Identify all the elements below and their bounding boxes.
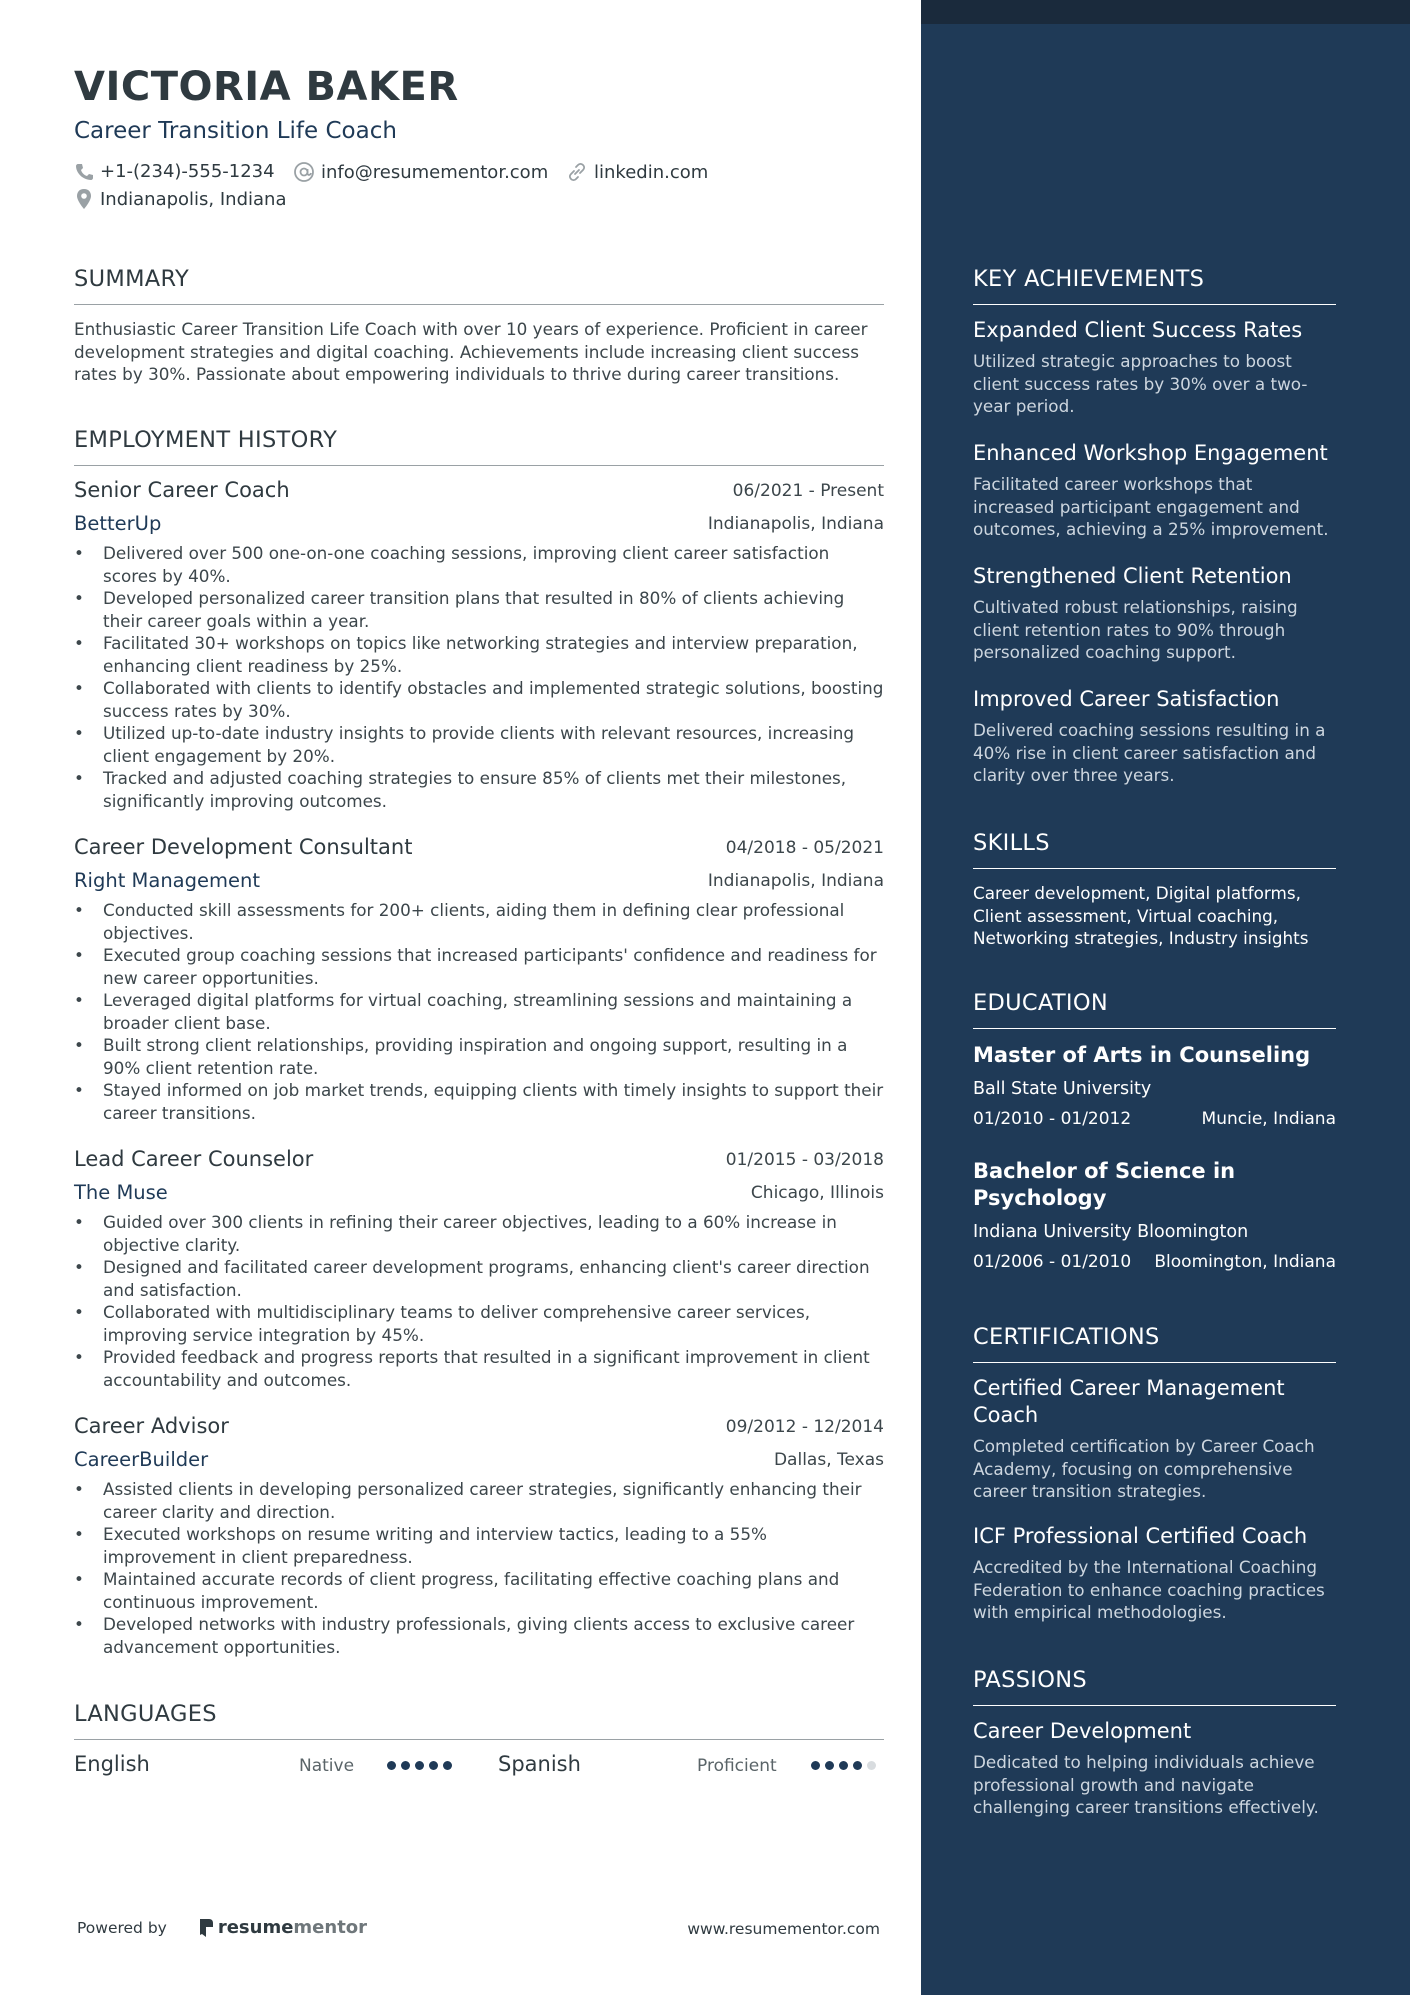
sidebar-top-band: [921, 0, 1410, 24]
job-bullet: • Executed group coaching sessions that increased participants' confidence and readiness for new career opportunities.: [74, 944, 884, 989]
education-item: [973, 1042, 1336, 1133]
education-degree: Master of Arts in Counseling: [973, 1043, 1311, 1067]
footer-powered-by: [77, 1917, 367, 1938]
phone-icon: [74, 162, 94, 182]
skills-text: Career development, Digital platforms, Client assessment, Virtual coaching, Networking strategies, Industry insights: [973, 883, 1309, 948]
job-dates: 01/2015 - 03/2018: [725, 1150, 884, 1170]
certification-title: ICF Professional Certified Coach: [973, 1524, 1308, 1548]
education-item: [973, 1158, 1336, 1276]
logo-text-resume: resume: [217, 1917, 294, 1938]
job-bullet: • Designed and facilitated career development programs, enhancing client's career direction and satisfaction.: [74, 1256, 884, 1301]
rating-dot: [811, 1761, 820, 1770]
language-name: English: [74, 1752, 150, 1776]
achievement-desc: Cultivated robust relationships, raising client retention rates to 90% through personalized coaching support.: [973, 597, 1298, 662]
passion-desc: Dedicated to helping individuals achieve professional growth and navigate challenging career transitions effectively.: [973, 1752, 1319, 1817]
job-dates: 04/2018 - 05/2021: [725, 838, 884, 858]
achievement-item: [973, 563, 1336, 664]
job-bullets: [74, 542, 884, 812]
languages-heading: LANGUAGES: [74, 1701, 884, 1740]
rating-dot: [387, 1761, 396, 1770]
job-bullet: • Executed workshops on resume writing and interview tactics, leading to a 55% improvement in client preparedness.: [74, 1523, 884, 1568]
job-bullet: • Facilitated 30+ workshops on topics like networking strategies and interview preparation, enhancing client readiness by 25%.: [74, 632, 884, 677]
location-text: Indianapolis, Indiana: [100, 188, 287, 210]
job-location: Dallas, Texas: [773, 1450, 884, 1470]
logo-text-mentor: mentor: [293, 1917, 368, 1938]
link-icon: [566, 161, 588, 183]
language-rating: [387, 1761, 452, 1770]
job-bullet: • Maintained accurate records of client progress, facilitating effective coaching plans and continuous improvement.: [74, 1568, 884, 1613]
skills-heading: SKILLS: [973, 830, 1336, 869]
rating-dot: [839, 1761, 848, 1770]
job-bullets: [74, 899, 884, 1124]
certification-item: [973, 1523, 1336, 1624]
contact-phone: [74, 161, 275, 182]
phone-text: +1-(234)-555-1234: [100, 161, 275, 182]
languages-list: [74, 1752, 884, 1782]
contact-email: [293, 161, 548, 183]
job-bullet: • Developed personalized career transition plans that resulted in 80% of clients achieving their career goals within a year.: [74, 587, 884, 632]
candidate-name: VICTORIA BAKER: [74, 64, 459, 110]
certification-item: [973, 1375, 1336, 1503]
email-link[interactable]: info@resumementor.com: [321, 161, 549, 183]
rating-dot: [867, 1761, 876, 1770]
job-company: BetterUp: [74, 512, 162, 535]
contact-linkedin: [566, 161, 708, 183]
summary-heading: SUMMARY: [74, 266, 884, 305]
job-bullets: [74, 1211, 884, 1391]
job-company: CareerBuilder: [74, 1448, 209, 1471]
job-dates: 09/2012 - 12/2014: [725, 1417, 884, 1437]
passion-item: [973, 1718, 1336, 1819]
job-entry: [74, 478, 884, 812]
job-entry: [74, 835, 884, 1124]
job-bullets: [74, 1478, 884, 1658]
logo-mark-icon: [197, 1918, 215, 1938]
job-location: Chicago, Illinois: [750, 1183, 884, 1203]
job-location: Indianapolis, Indiana: [707, 871, 884, 891]
job-bullet: • Tracked and adjusted coaching strategies to ensure 85% of clients met their milestones, significantly improving outcomes.: [74, 767, 884, 812]
passions-heading: PASSIONS: [973, 1667, 1336, 1706]
certifications-heading: CERTIFICATIONS: [973, 1324, 1336, 1363]
job-dates: 06/2021 - Present: [732, 481, 884, 501]
language-rating: [811, 1761, 876, 1770]
job-bullet: • Collaborated with clients to identify obstacles and implemented strategic solutions, boosting success rates by 30%.: [74, 677, 884, 722]
language-level: Native: [299, 1756, 355, 1776]
job-bullet: • Provided feedback and progress reports that resulted in a significant improvement in client accountability and outcomes.: [74, 1346, 884, 1391]
resumementor-logo[interactable]: [197, 1917, 367, 1938]
rating-dot: [853, 1761, 862, 1770]
job-bullet: • Collaborated with multidisciplinary teams to deliver comprehensive career services, improving service integration by 45%.: [74, 1301, 884, 1346]
job-bullet: • Conducted skill assessments for 200+ clients, aiding them in defining clear professional objectives.: [74, 899, 884, 944]
job-location: Indianapolis, Indiana: [707, 514, 884, 534]
job-bullet: • Delivered over 500 one-on-one coaching sessions, improving client career satisfaction scores by 40%.: [74, 542, 884, 587]
achievement-desc: Facilitated career workshops that increased participant engagement and outcomes, achieving a 25% improvement.: [973, 474, 1329, 539]
achievement-item: [973, 440, 1336, 541]
job-bullet: • Assisted clients in developing personalized career strategies, significantly enhancing their career clarity and direction.: [74, 1478, 884, 1523]
education-school: Indiana University Bloomington: [973, 1222, 1249, 1242]
candidate-title: Career Transition Life Coach: [74, 118, 397, 144]
passion-title: Career Development: [973, 1719, 1192, 1743]
education-location: Bloomington, Indiana: [1154, 1252, 1336, 1272]
job-company: The Muse: [74, 1181, 168, 1204]
rating-dot: [401, 1761, 410, 1770]
achievement-item: [973, 317, 1336, 418]
job-bullet: • Utilized up-to-date industry insights to provide clients with relevant resources, increasing client engagement by 20%.: [74, 722, 884, 767]
achievements-heading: KEY ACHIEVEMENTS: [973, 266, 1336, 305]
job-entry: [74, 1147, 884, 1391]
summary-text: Enthusiastic Career Transition Life Coach with over 10 years of experience. Proficient in career development strategies and digital coaching. Achievements include increasing client success rates by 30%. Passionate about empowering individuals to thrive during career transitions.: [74, 319, 868, 385]
rating-dot: [415, 1761, 424, 1770]
certification-title: Certified Career Management Coach: [973, 1376, 1285, 1427]
certification-desc: Completed certification by Career Coach Academy, focusing on comprehensive career transition strategies.: [973, 1436, 1315, 1501]
employment-heading: EMPLOYMENT HISTORY: [74, 427, 884, 466]
language-name: Spanish: [498, 1752, 581, 1776]
job-role: Lead Career Counselor: [74, 1147, 314, 1171]
education-dates: 01/2006 - 01/2010: [973, 1252, 1132, 1272]
job-role: Senior Career Coach: [74, 478, 290, 502]
job-bullet: • Leveraged digital platforms for virtual coaching, streamlining sessions and maintaining a broader client base.: [74, 989, 884, 1034]
job-bullet: • Developed networks with industry professionals, giving clients access to exclusive career advancement opportunities.: [74, 1613, 884, 1658]
powered-by-text: Powered by: [77, 1918, 167, 1937]
education-location: Muncie, Indiana: [1201, 1109, 1336, 1129]
job-role: Career Development Consultant: [74, 835, 413, 859]
rating-dot: [825, 1761, 834, 1770]
achievement-title: Improved Career Satisfaction: [973, 687, 1280, 711]
education-heading: EDUCATION: [973, 990, 1336, 1029]
education-school: Ball State University: [973, 1079, 1152, 1099]
education-degree: Bachelor of Science in Psychology: [973, 1159, 1236, 1210]
footer-website[interactable]: www.resumementor.com: [687, 1920, 880, 1938]
location-pin-icon: [74, 188, 94, 210]
education-dates: 01/2010 - 01/2012: [973, 1109, 1132, 1129]
job-bullet: • Built strong client relationships, providing inspiration and ongoing support, resulting in a 90% client retention rate.: [74, 1034, 884, 1079]
job-bullet: • Guided over 300 clients in refining their career objectives, leading to a 60% increase in objective clarity.: [74, 1211, 884, 1256]
job-bullet: • Stayed informed on job market trends, equipping clients with timely insights to support their career transitions.: [74, 1079, 884, 1124]
achievement-title: Enhanced Workshop Engagement: [973, 441, 1328, 465]
language-level: Proficient: [697, 1756, 777, 1776]
at-icon: [293, 161, 315, 183]
achievement-item: [973, 686, 1336, 787]
achievement-title: Expanded Client Success Rates: [973, 318, 1303, 342]
job-role: Career Advisor: [74, 1414, 229, 1438]
achievement-desc: Utilized strategic approaches to boost client success rates by 30% over a two-year period.: [973, 351, 1308, 416]
achievement-title: Strengthened Client Retention: [973, 564, 1292, 588]
achievement-desc: Delivered coaching sessions resulting in a 40% rise in client career satisfaction and clarity over three years.: [973, 720, 1326, 785]
contact-location: [74, 188, 287, 210]
job-entry: [74, 1414, 884, 1658]
linkedin-link[interactable]: linkedin.com: [594, 161, 709, 183]
rating-dot: [443, 1761, 452, 1770]
rating-dot: [429, 1761, 438, 1770]
certification-desc: Accredited by the International Coaching Federation to enhance coaching practices with empirical methodologies.: [973, 1557, 1325, 1622]
job-company: Right Management: [74, 869, 261, 892]
